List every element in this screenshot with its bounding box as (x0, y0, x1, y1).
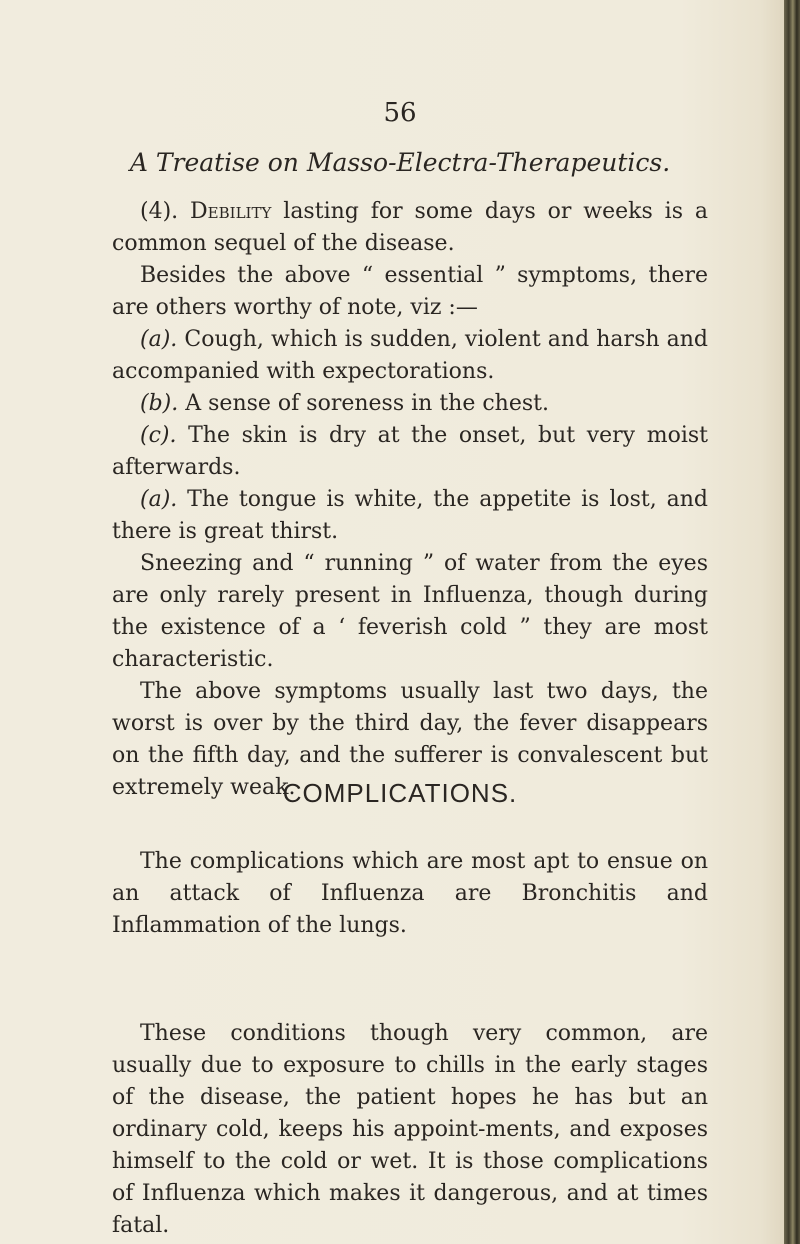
paragraph-sneezing: Sneezing and “ running ” of water from the eyes are only rarely present in Influenza, though during the existence of a ‘ feverish cold ” they are most characteristic. (112, 551, 708, 672)
paragraph-debility (112, 196, 708, 260)
paragraph-a-cough (112, 324, 708, 388)
item-text: Cough, which is sudden, violent and harsh and accompanied with expectorations. (112, 327, 708, 384)
page-number: 56 (383, 98, 417, 128)
item-text: The tongue is white, the appetite is lost, and there is great thirst. (112, 487, 709, 544)
paragraph-besides: Besides the above “ essential ” symptoms, there are others worthy of note, viz :— (112, 263, 708, 320)
item-label: (4). (140, 199, 179, 224)
item-text: A sense of soreness in the chest. (185, 391, 549, 416)
complications-intro (112, 846, 708, 942)
paragraph-a-tongue (112, 484, 708, 548)
item-label: (a). (140, 487, 178, 512)
page-edge-shadow (784, 0, 800, 1244)
term-debility: Debility (190, 199, 272, 224)
running-head: A Treatise on Masso-Electra-Therapeutics. (129, 148, 671, 177)
item-label: (a). (140, 327, 178, 352)
paragraph-b-soreness (112, 388, 708, 420)
symptoms-section (112, 196, 708, 804)
item-label: (b). (140, 391, 179, 416)
paragraph-c-skin (112, 420, 708, 484)
debility-text: lasting for some days or weeks is a common sequel of the disease. (112, 199, 708, 256)
paragraph-complications: The complications which are most apt to ensue on an attack of Influenza are Bronchitis and Inflammation of the lungs. (112, 849, 708, 938)
paragraph-conditions: These conditions though very common, are usually due to exposure to chills in the early stages of the disease, the patient hopes he has but an ordinary cold, keeps his appoint-ments, and exposes himself to the cold or wet. It is those complications of Influenza which makes it dangerous, and at times fatal. (112, 1021, 708, 1238)
paragraph-duration: The above symptoms usually last two days, the worst is over by the third day, the fever disappears on the fifth day, and the sufferer is convalescent but extremely weak. (112, 679, 708, 800)
section-heading: COMPLICATIONS. (282, 778, 518, 808)
complications-conditions (112, 1018, 708, 1242)
item-text: The skin is dry at the onset, but very moist afterwards. (112, 423, 708, 480)
item-label: (c). (140, 423, 177, 448)
